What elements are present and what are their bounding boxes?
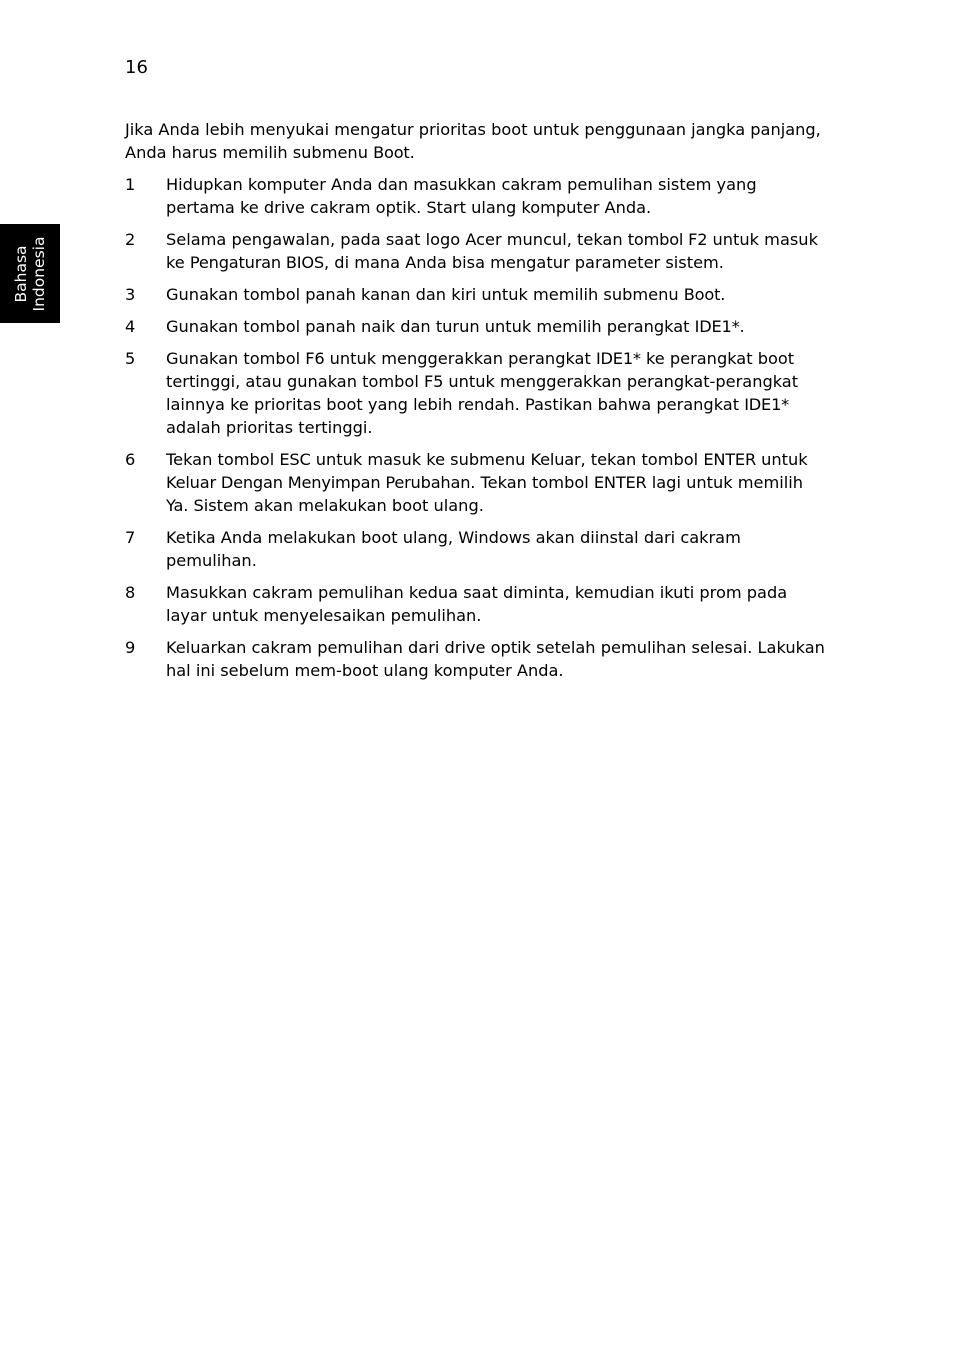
keyword: IDE1* bbox=[694, 316, 740, 336]
step-6 bbox=[125, 448, 825, 518]
step-8 bbox=[125, 581, 825, 627]
steps-list bbox=[125, 173, 825, 683]
page-number: 16 bbox=[125, 57, 148, 78]
step-text: Keluarkan cakram pemulihan dari drive optik setelah pemulihan selesai. Lakukan hal ini sebelum mem-boot ulang komputer Anda. bbox=[166, 638, 825, 681]
keyword: F6 bbox=[305, 348, 325, 368]
keyword: ENTER bbox=[593, 473, 647, 493]
step-1 bbox=[125, 173, 825, 219]
step-number: 9 bbox=[125, 638, 136, 658]
document-body bbox=[125, 118, 825, 691]
step-text: Tekan tombol ESC untuk masuk ke submenu Keluar, tekan tombol ENTER untuk Keluar Dengan Menyimpan Perubahan. Tekan tombol ENTER lagi untuk memilih Ya. Sistem akan melakukan boot ulang. bbox=[166, 450, 808, 516]
step-number: 6 bbox=[125, 450, 136, 469]
step-text: Gunakan tombol panah naik dan turun untuk memilih perangkat IDE1*. bbox=[166, 316, 745, 336]
step-text: Gunakan tombol F6 untuk menggerakkan perangkat IDE1* ke perangkat boot tertinggi, atau gunakan tombol F5 untuk menggerakkan perangkat-perangkat lainnya ke prioritas boot yang lebih rendah. Pastikan bahwa perangkat IDE1* adalah prioritas tertinggi. bbox=[166, 348, 799, 438]
step-text: Masukkan cakram pemulihan kedua saat diminta, kemudian ikuti prom pada layar untuk menyelesaikan pemulihan. bbox=[166, 583, 788, 626]
keyword: Boot bbox=[683, 285, 721, 304]
keyword: Ya bbox=[166, 496, 184, 516]
keyword: F5 bbox=[423, 371, 444, 391]
step-9 bbox=[125, 636, 825, 682]
keyword: Keluar Dengan Menyimpan Perubahan bbox=[166, 473, 471, 493]
step-text: Selama pengawalan, pada saat logo Acer muncul, tekan tombol F2 untuk masuk ke Pengaturan BIOS, di mana Anda bisa mengatur parameter sistem. bbox=[166, 230, 818, 273]
step-5 bbox=[125, 347, 825, 440]
language-tab-line-2: Indonesia bbox=[30, 236, 48, 311]
step-number: 3 bbox=[125, 285, 136, 304]
keyword: Boot bbox=[373, 143, 410, 163]
keyword: IDE1* bbox=[595, 348, 641, 368]
step-7 bbox=[125, 526, 825, 572]
step-number: 7 bbox=[125, 528, 136, 548]
intro-paragraph: Jika Anda lebih menyukai mengatur prioritas boot untuk penggunaan jangka panjang, Anda harus memilih submenu Boot. bbox=[125, 120, 821, 163]
step-number: 5 bbox=[125, 348, 136, 368]
step-text: Ketika Anda melakukan boot ulang, Windows akan diinstal dari cakram pemulihan. bbox=[166, 528, 741, 571]
keyword: IDE1* bbox=[744, 395, 790, 414]
step-2 bbox=[125, 228, 825, 274]
keyword: Pengaturan BIOS bbox=[189, 253, 324, 273]
step-number: 4 bbox=[125, 316, 136, 336]
step-4 bbox=[125, 315, 825, 338]
step-3 bbox=[125, 283, 825, 306]
step-text: Hidupkan komputer Anda dan masukkan cakram pemulihan sistem yang pertama ke drive cakram optik. Start ulang komputer Anda. bbox=[166, 175, 757, 218]
keyword: ENTER bbox=[703, 450, 757, 469]
step-number: 2 bbox=[125, 230, 136, 249]
language-tab-label bbox=[12, 236, 48, 311]
language-tab bbox=[0, 224, 60, 323]
keyword: tombol F2 bbox=[627, 230, 708, 249]
language-tab-line-1: Bahasa bbox=[12, 244, 30, 303]
step-text: Gunakan tombol panah kanan dan kiri untuk memilih submenu Boot. bbox=[166, 285, 726, 304]
keyword: Keluar bbox=[530, 450, 581, 469]
step-number: 8 bbox=[125, 583, 136, 603]
keyword: ESC bbox=[279, 450, 311, 469]
step-number: 1 bbox=[125, 175, 136, 194]
